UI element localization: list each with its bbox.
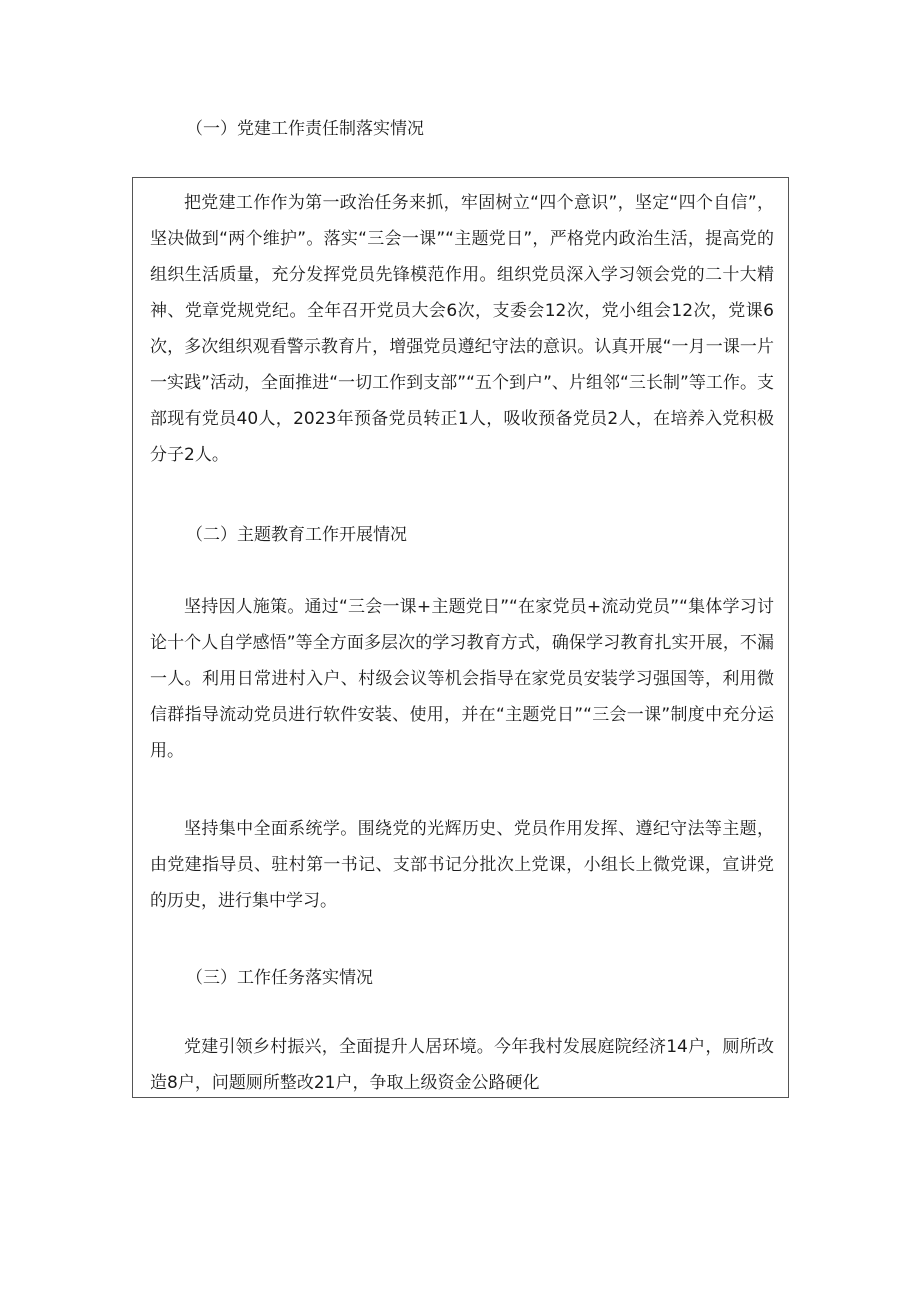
paragraph-party-building: 把党建工作作为第一政治任务来抓，牢固树立“四个意识”，坚定“四个自信”，坚决做到“两个维护”。落实“三会一课”“主题党日”，严格党内政治生活，提高党的组织生活质量，充分发挥党员先锋模范作用。组织党员深入学习领会党的二十大精神、党章党规党纪。全年召开党员大会6次，支委会12次，党小组会12次，党课6次，多次组织观看警示教育片，增强党员遵纪守法的意识。认真开展“一月一课一片一实践”活动，全面推进“一切工作到支部”“五个到户”、片组邻“三长制”等工作。支部现有党员40人，2023年预备党员转正1人，吸收预备党员2人，在培养入党积极分子2人。 [150,193,774,465]
paragraph-targeted-study: 坚持因人施策。通过“三会一课+主题党日”“在家党员+流动党员”“集体学习讨论十个人自学感悟”等全方面多层次的学习教育方式，确保学习教育扎实开展，不漏一人。利用日常进村入户、村级会议等机会指导在家党员安装学习强国等，利用微信群指导流动党员进行软件安装、使用，并在“主题党日”“三会一课”制度中充分运用。 [150,597,774,761]
paragraph-concentrated-study: 坚持集中全面系统学。围绕党的光辉历史、党员作用发挥、遵纪守法等主题，由党建指导员、驻村第一书记、支部书记分批次上党课，小组长上微党课，宣讲党的历史，进行集中学习。 [150,819,774,911]
paragraph-rural-revitalization: 党建引领乡村振兴，全面提升人居环境。今年我村发展庭院经济14户，厕所改造8户，问题厕所整改21户，争取上级资金公路硬化 [150,1037,774,1093]
section-heading-3: （三）工作任务落实情况 [186,968,373,988]
section-heading-1: （一）党建工作责任制落实情况 [186,119,424,139]
section-heading-2: （二）主题教育工作开展情况 [186,525,407,545]
